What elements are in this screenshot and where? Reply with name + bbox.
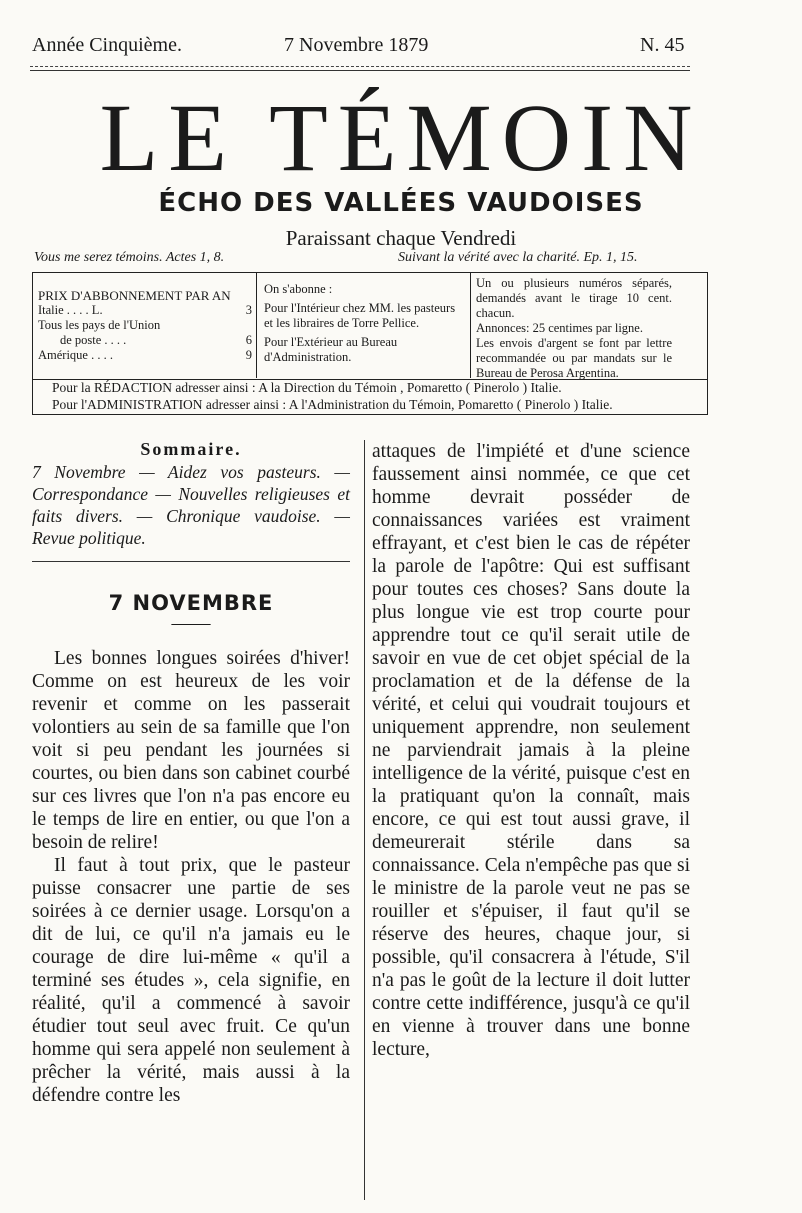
- masthead-title: LE TÉMOIN: [99, 84, 703, 191]
- price-value: 3: [245, 303, 252, 317]
- article-divider: ——: [171, 613, 211, 634]
- price-heading: PRIX D'ABBONNEMENT PAR AN: [38, 288, 231, 303]
- volume-label: Année Cinquième.: [32, 34, 182, 56]
- notice-money: Les envois d'argent se font par lettre recommandée ou par mandats sur le Bureau de Perosa Argentina.: [476, 336, 672, 380]
- price-label: Amérique . . . .: [38, 348, 113, 362]
- publication-frequency: Paraissant chaque Vendredi: [285, 226, 517, 250]
- issue-date: 7 Novembre 1879: [284, 34, 429, 56]
- price-row-poste: [38, 333, 252, 348]
- redaction-address: Pour la RÉDACTION adresser ainsi : A la Direction du Témoin , Pomaretto ( Pinerolo ) Italie.: [52, 380, 562, 395]
- notice-single-issues: Un ou plusieurs numéros séparés, demandés avant le tirage 10 cent. chacun.: [476, 276, 672, 320]
- subscribe-exterior: Pour l'Extérieur au Bureau d'Administration.: [264, 335, 398, 364]
- price-row-union: [38, 318, 252, 333]
- box-divider-2: [470, 272, 471, 378]
- article-title: 7 NOVEMBRE: [108, 591, 274, 615]
- header-rule: [30, 66, 690, 67]
- left-column: [32, 438, 350, 1107]
- subscribe-column: [264, 282, 464, 365]
- right-column: [372, 440, 690, 1061]
- article-paragraph-2: Il faut à tout prix, que le pasteur puisse consacrer une partie de ses soirées à ce dernier usage. Lorsqu'on a dit de lui, ce qu'il n'a jamais eu le courage de dire lui-même « qu'il a terminé ses études », cela signifie, en réalité, qu'il a commencé à savoir étudier tout seul avec fruit. Ce qu'un homme qui sera appelé non seulement à prêcher la vérité, mais aussi à la défendre contre les: [32, 855, 350, 1106]
- motto-right: Suivant la vérité avec la charité. Ep. 1, 15.: [398, 250, 638, 265]
- issue-number: N. 45: [640, 34, 685, 56]
- sommaire-rule: [32, 561, 350, 562]
- subscribe-interior: Pour l'Intérieur chez MM. les pasteurs et les libraires de Torre Pellice.: [264, 301, 456, 330]
- administration-address: Pour l'ADMINISTRATION adresser ainsi : A l'Administration du Témoin, Pomaretto ( Pinerolo ) Italie.: [52, 397, 613, 412]
- price-row-italie: [38, 303, 252, 318]
- price-label: de poste . . . .: [60, 333, 127, 347]
- price-column: [38, 288, 252, 363]
- article-paragraph-1: Les bonnes longues soirées d'hiver! Comme on est heureux de les voir revenir et comme on les passerait volontiers au sein de sa famille que l'on voit si peu pendant les journées si courtes, ou bien dans son cabinet courbé sur ces livres que l'on n'a pas encore eu le temps de lire en entier, ou que l'on a besoin de relire!: [32, 648, 350, 853]
- price-value: 9: [245, 348, 252, 362]
- masthead-subtitle: ÉCHO DES VALLÉES VAUDOISES: [158, 188, 644, 218]
- price-label: Tous les pays de l'Union: [38, 318, 161, 332]
- sommaire-body: 7 Novembre — Aidez vos pasteurs. — Correspondance — Nouvelles religieuses et faits divers. — Chronique vaudoise. — Revue politique.: [32, 462, 350, 548]
- column-separator: [364, 440, 365, 1200]
- notice-column: [476, 276, 672, 381]
- price-label: Italie . . . . L.: [38, 303, 103, 317]
- header-rule-2: [30, 70, 690, 71]
- subscribe-heading: On s'abonne :: [264, 282, 333, 296]
- motto-left: Vous me serez témoins. Actes 1, 8.: [34, 250, 225, 265]
- notice-ads: Annonces: 25 centimes par ligne.: [476, 321, 643, 335]
- price-row-amerique: [38, 348, 252, 363]
- box-divider-1: [256, 272, 257, 378]
- article-continuation: attaques de l'impiété et d'une science faussement ainsi nommée, ce que cet homme devrait posséder de connaissances variées est vraiment effrayant, et c'est bien le cas de répéter la parole de l'apôtre: Qui est suffisant pour toutes ces choses? Sans doute la plus longue vie est trop courte pour apprendre tout ce qu'il serait utile de savoir en vue de cet objet spécial de la proclamation et de la défense de la vérité, et celui qui voudrait toujours et uniquement apprendre, non seulement ne parviendrait jamais à la pleine intelligence de la vérité, puisque c'est en la pratiquant qu'on la connaît, mais encore, ce qui est tout aussi grave, il demeurerait stérile dans sa connaissance. Cela n'empêche pas que si le ministre de la parole veut ne pas se rouiller et s'épuiser, il faut qu'il se réserve des heures, chaque jour, si possible, qu'il consacrera à l'étude, S'il n'a pas le goût de la lecture il doit lutter contre cette indifférence, jusqu'à ce qu'il en vienne à trouver dans une bonne lecture,: [372, 441, 690, 1060]
- sommaire-title: Sommaire.: [140, 439, 242, 459]
- price-value: 6: [245, 333, 252, 347]
